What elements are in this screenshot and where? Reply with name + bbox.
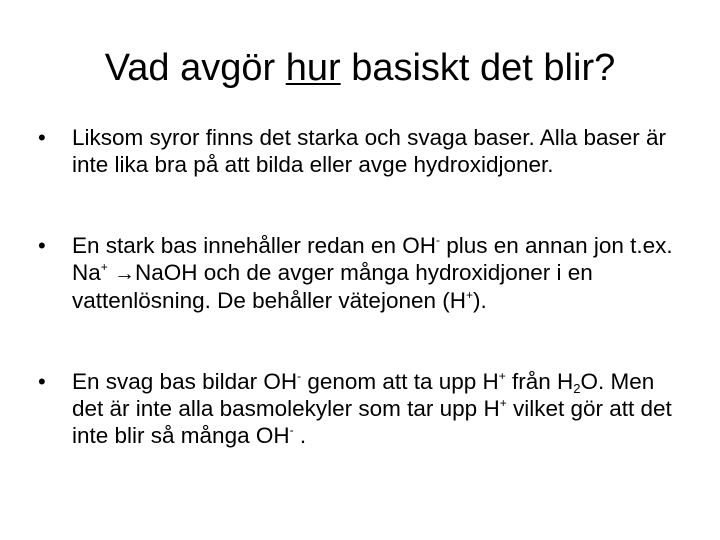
arrow-right-icon: → xyxy=(114,262,136,285)
bullet-2-text-part-1: En stark bas innehåller redan en OH xyxy=(72,233,436,258)
bullet-3-text-part-1: En svag bas bildar OH xyxy=(72,369,298,394)
bullet-item-1 xyxy=(38,124,688,178)
bullet-3-text-part-3: från H xyxy=(505,369,574,394)
bullet-2-text-part-4: NaOH och de avger många hydroxidjoner i en vattenlösning. De behåller vätejonen (H xyxy=(72,260,593,313)
bullet-2-superscript-2: + xyxy=(100,260,108,274)
bullet-3-superscript-1: - xyxy=(297,369,302,383)
bullet-3-subscript-1: 2 xyxy=(573,381,581,396)
bullet-1-text: Liksom syror finns det starka och svaga baser. Alla baser är inte lika bra på att bilda eller avge hydroxidjoner. xyxy=(72,125,667,177)
bullet-2-superscript-3: + xyxy=(466,288,474,302)
bullet-2-superscript-1: - xyxy=(435,233,440,247)
bullet-3-text-part-5: vilket gör att det inte blir så många OH xyxy=(72,396,672,448)
title-text-start: Vad avgör xyxy=(104,47,286,89)
bullet-2-text-part-2: plus en annan jon t.ex. Na xyxy=(72,233,673,285)
bullet-3-text-part-6: . xyxy=(293,423,307,448)
title-underlined-word: hur xyxy=(285,47,341,89)
bullet-list xyxy=(38,124,688,449)
slide-title xyxy=(0,44,720,92)
bullet-2-text-part-5: ). xyxy=(473,288,487,313)
bullet-item-3 xyxy=(38,368,688,449)
bullet-3-text-part-4: O. Men det är inte alla basmolekyler som tar upp H xyxy=(72,369,655,421)
bullet-3-superscript-3: + xyxy=(499,396,507,410)
bullet-3-text-part-2: genom att ta upp H xyxy=(301,369,499,394)
bullet-item-2 xyxy=(38,232,688,314)
bullet-3-superscript-4: - xyxy=(289,423,294,437)
bullet-3-superscript-2: + xyxy=(498,369,506,383)
title-text-end: basiskt det blir? xyxy=(340,47,616,89)
